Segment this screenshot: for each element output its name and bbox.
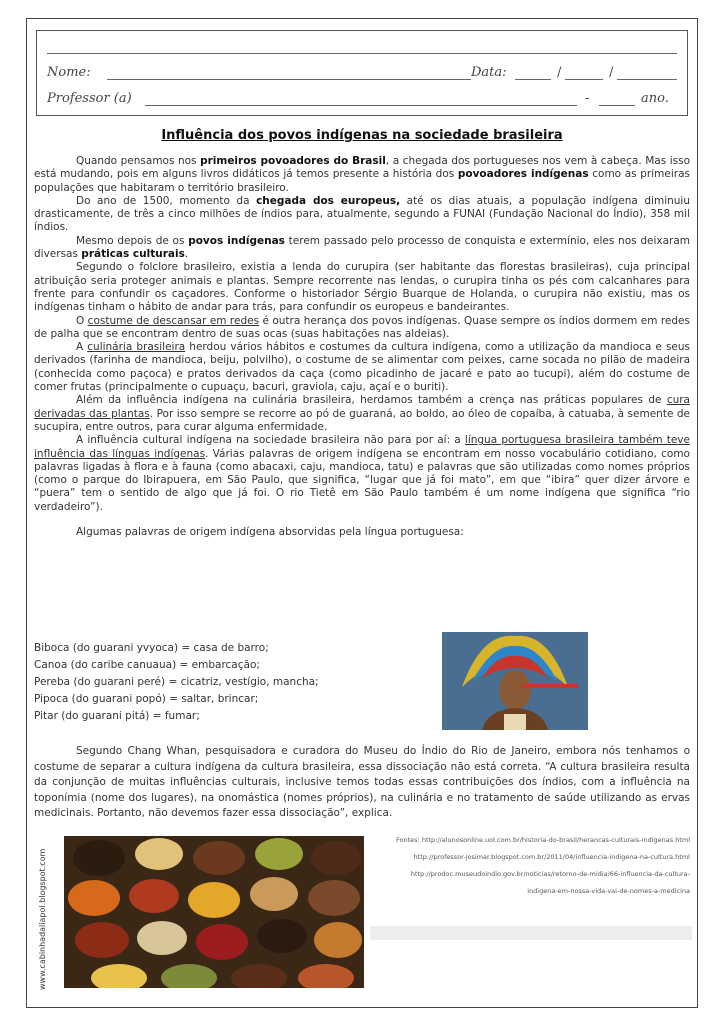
- list-item: Pereba (do guarani peré) = cicatriz, vestígio, mancha;: [34, 676, 319, 688]
- paragraph: Mesmo depois de os povos indígenas terem passado pelo processo de conquista e extermínio, eles nos deixaram diversas práticas culturais.: [34, 234, 690, 261]
- word-list: [34, 640, 319, 725]
- paragraph: Do ano de 1500, momento da chegada dos europeus, até os dias atuais, a população indígena diminuiu drasticamente, de três a cinco milhões de índios para, atualmente, segundo a FUNAI (Fundação Nacional do Índio), 358 mil índios.: [34, 194, 691, 234]
- date-day-line[interactable]: [515, 79, 551, 80]
- list-item: Pitar (do guarani pitá) = fumar;: [34, 710, 200, 722]
- source-line[interactable]: Fontes: http://alunosonline.uol.com.br/historia-do-brasil/herancas-culturais-indigenas.html: [396, 836, 690, 844]
- spices-image: [64, 836, 364, 988]
- blog-credit: www.cabinhadaliapol.blogspot.com: [38, 848, 47, 990]
- source-line[interactable]: http://prodoc.museudoindio.gov.br/noticias/retorno-de-midia/66-influencia-da-cultura-: [410, 870, 690, 878]
- paragraph: Segundo Chang Whan, pesquisadora e curadora do Museu do Índio do Rio de Janeiro, embora nós tenhamos o costume de separar a cultura indígena da cultura brasileira, essa dissociação não está correta. “A cultura brasileira resulta da conjunção de muitas influências culturais, inclusive temos todas essas contribuições dos índios, com a influência na toponímia (nome dos lugares), na onomástica (nomes próprios), na culinária e no tratamento de saúde utilizando as ervas medicinais. Portanto, não devemos fazer essa dissociação”, explica.: [34, 745, 690, 819]
- paragraph: Segundo o folclore brasileiro, existia a lenda do curupira (ser habitante das florestas brasileiras), cuja principal atribuição seria proteger animais e plantas. Sempre recorrente nas lendas, o curupira tinha os pés com calcanhares para frente para confundir os caçadores. Conforme o historiador Sérgio Buarque de Holanda, o curupira não existiu, mas os indígenas tinham o hábito de andar para trás, para confundir os europeus e bandeirantes.: [34, 261, 690, 314]
- header-top-line: [47, 53, 677, 54]
- dash: -: [585, 91, 593, 106]
- date-label: Data:: [471, 65, 511, 80]
- list-item: Biboca (do guarani yvyoca) = casa de barro;: [34, 642, 269, 654]
- grade-line[interactable]: [599, 105, 635, 106]
- date-month-line[interactable]: [565, 79, 603, 80]
- list-item: Pipoca (do guarani popó) = saltar, brincar;: [34, 693, 259, 705]
- words-intro: Algumas palavras de origem indígena absorvidas pela língua portuguesa:: [76, 526, 464, 539]
- paragraph: A culinária brasileira herdou vários hábitos e costumes da cultura indígena, como a utilização da mandioca e seus derivados (farinha de mandioca, beiju, polvilho), o costume de se alimentar com peixes, carne socada no pilão de madeira (conhecida como paçoca) e pratos derivados da caça (como picadinho de jacaré e pato ao tucupi), além do costume de comer frutas (principalmente o cupuaçu, bacuri, graviola, caju, açaí e o buriti).: [34, 341, 690, 394]
- name-line[interactable]: [107, 79, 487, 80]
- indigenous-portrait-image: [442, 632, 588, 730]
- list-item: Canoa (do caribe canuaua) = embarcação;: [34, 659, 260, 671]
- paragraph: Além da influência indígena na culinária brasileira, herdamos também a crença nas práticas populares de cura derivadas das plantas. Por isso sempre se recorre ao pó de guaraná, ao boldo, ao óleo de copaíba, à catuaba, à semente de sucupira, entre outros, para curar alguma enfermidade.: [34, 394, 690, 433]
- student-header: [36, 30, 688, 116]
- sources-list: [368, 832, 690, 900]
- date-separator: /: [557, 65, 565, 80]
- year-label: ano.: [641, 91, 673, 106]
- closing-paragraph: [34, 744, 690, 822]
- paragraph: Quando pensamos nos primeiros povoadores do Brasil, a chegada dos portugueses nos vem à cabeça. Mas isso está mudando, pois em alguns livros didáticos já temos presente a história dos povoadores indígenas como as primeiras populações que habitaram o território brasileiro.: [34, 155, 690, 194]
- date-separator: /: [609, 65, 617, 80]
- teacher-label: Professor (a): [47, 91, 136, 106]
- teacher-line[interactable]: [145, 105, 577, 106]
- article-body: [34, 155, 690, 539]
- source-line[interactable]: indigena-em-nossa-vida-vai-de-nomes-a-medicina: [527, 887, 690, 895]
- source-line[interactable]: http://professor-josimar.blogspot.com.br/2011/04/influencia-indigena-na-cultura.html: [413, 853, 690, 861]
- date-year-line[interactable]: [617, 79, 677, 80]
- name-label: Nome:: [47, 65, 95, 80]
- page-title: Influência dos povos indígenas na sociedade brasileira: [161, 128, 563, 143]
- paragraph: A influência cultural indígena na sociedade brasileira não para por aí: a língua portuguesa brasileira também teve influência das línguas indígenas. Várias palavras de origem indígena se encontram em nosso vocabulário cotidiano, como palavras ligadas à flora e à fauna (como abacaxi, caju, mandioca, tatu) e palavras que são utilizadas como nomes próprios (como o parque do Ibirapuera, em São Paulo, que significa, “lugar que já foi mato”, em que “ibira” quer dizer árvore e “puera” tem o sentido de algo que já foi. O rio Tietê em São Paulo também é um nome indígena que significa “rio verdadeiro”).: [34, 434, 690, 513]
- blank-box: [370, 926, 692, 940]
- paragraph: O costume de descansar em redes é outra herança dos povos indígenas. Quase sempre os índios dormem em redes de palha que se encontram dentro de suas ocas (suas habitações nas aldeias).: [34, 314, 690, 340]
